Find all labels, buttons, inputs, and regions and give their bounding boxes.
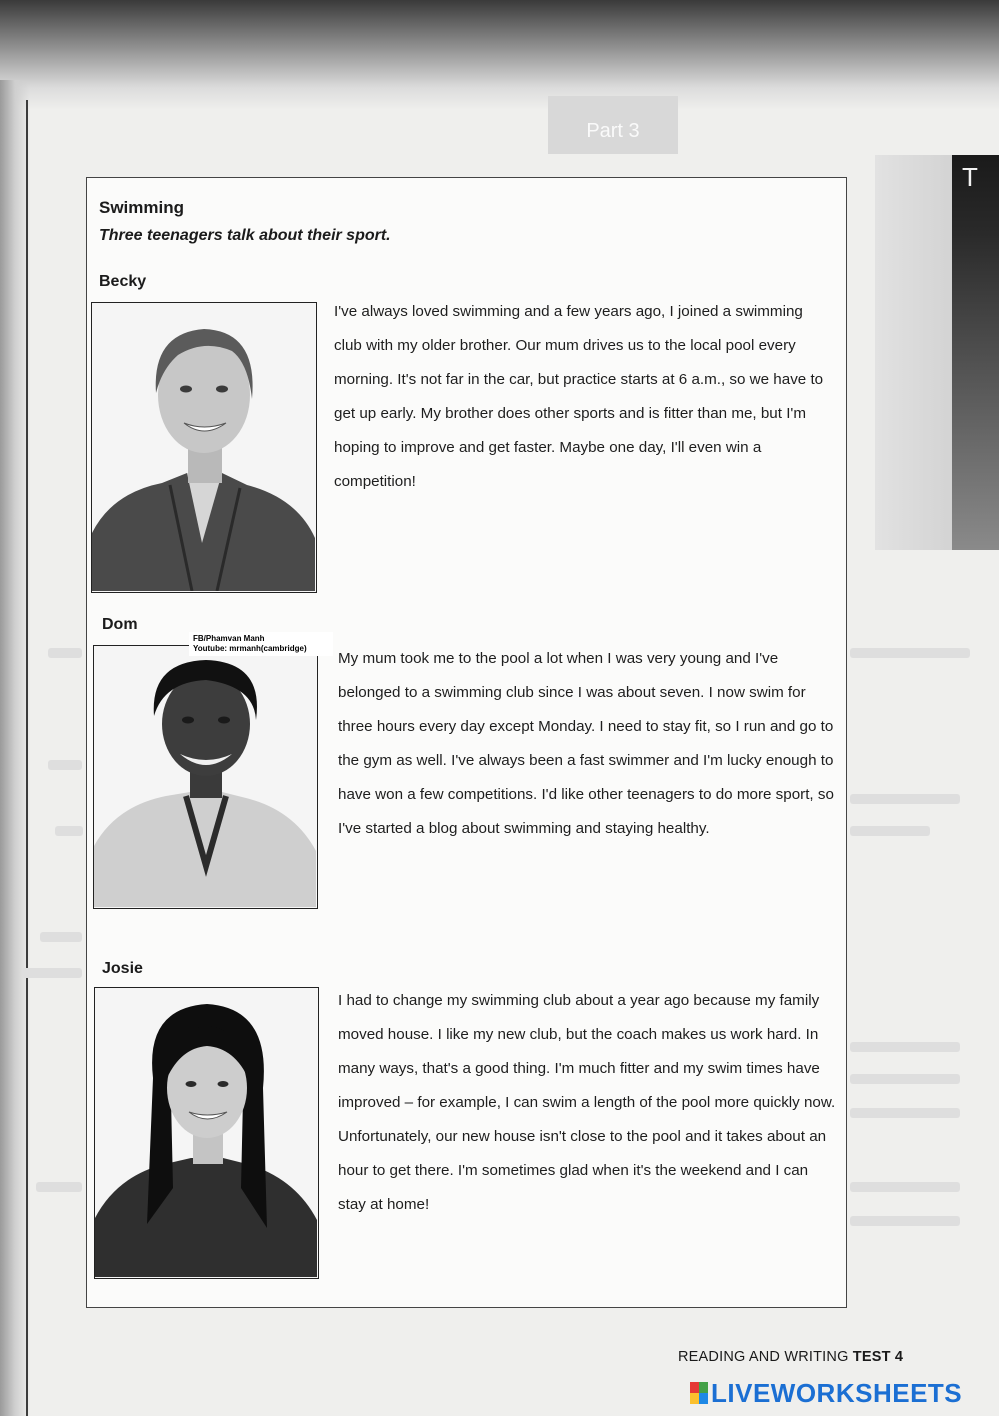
text-josie: I had to change my swimming club about a year ago because my family moved house. I like my new club, but the coach makes us work hard. In many ways, that's a good thing. I'm much fitter and my swim times have improved – for example, I can swim a length of the pool more quickly now. Unfortunately, our new house isn't close to the pool and it takes about an hour to get there. I'm sometimes glad when it's the weekend and I can stay at home! [338,992,836,1213]
article-subtitle: Three teenagers talk about their sport. [99,227,391,244]
logo-mark-tile [699,1382,708,1393]
side-tab-letter: T [962,162,978,192]
text-dom: My mum took me to the pool a lot when I was very young and I've belonged to a swimming club since I was about seven. I now swim for three hours every day except Monday. I need to stay fit, so I run and go to the gym as well. I've always been a fast swimmer and I'm lucky enough to have won a few competitions. I'd like other teenagers to do more sport, so I've started a blog about swimming and staying healthy. [338,650,834,837]
part-label-bleed: Part 3 [548,96,678,154]
photo-josie [94,987,319,1279]
portrait-becky-image [92,303,315,591]
article-title: Swimming [99,198,185,217]
page-binding-line [26,100,28,1416]
page-footer [678,1349,903,1365]
name-becky: Becky [99,273,147,290]
portrait-josie-image [95,988,317,1277]
footer-test-number: TEST 4 [852,1349,904,1365]
photo-becky [91,302,317,593]
footer-prefix: READING AND WRITING [678,1349,853,1365]
side-tab-dark [952,155,999,550]
page-top-shadow [0,0,999,110]
watermark-credit [189,632,333,656]
watermark-line-1: FB/Phamvan Manh [193,634,265,643]
logo-mark-tile [699,1393,708,1404]
name-dom: Dom [102,616,138,633]
watermark-line-2: Youtube: mrmanh(cambridge) [193,644,307,653]
logo-mark-tile [690,1393,699,1404]
logo-mark-icon [690,1382,708,1404]
portrait-dom-image [94,646,316,907]
text-becky: I've always loved swimming and a few years ago, I joined a swimming club with my older brother. Our mum drives us to the local pool every morning. It's not far in the car, but practice starts at 6 a.m., so we have to get up early. My brother does other sports and is fitter than me, but I'm hoping to improve and get faster. Maybe one day, I'll even win a competition! [334,303,824,490]
liveworksheets-logo[interactable] [690,1376,962,1410]
photo-dom [93,645,318,909]
logo-mark-tile [690,1382,699,1393]
logo-text: LIVEWORKSHEETS [711,1377,963,1408]
name-josie: Josie [102,960,143,977]
